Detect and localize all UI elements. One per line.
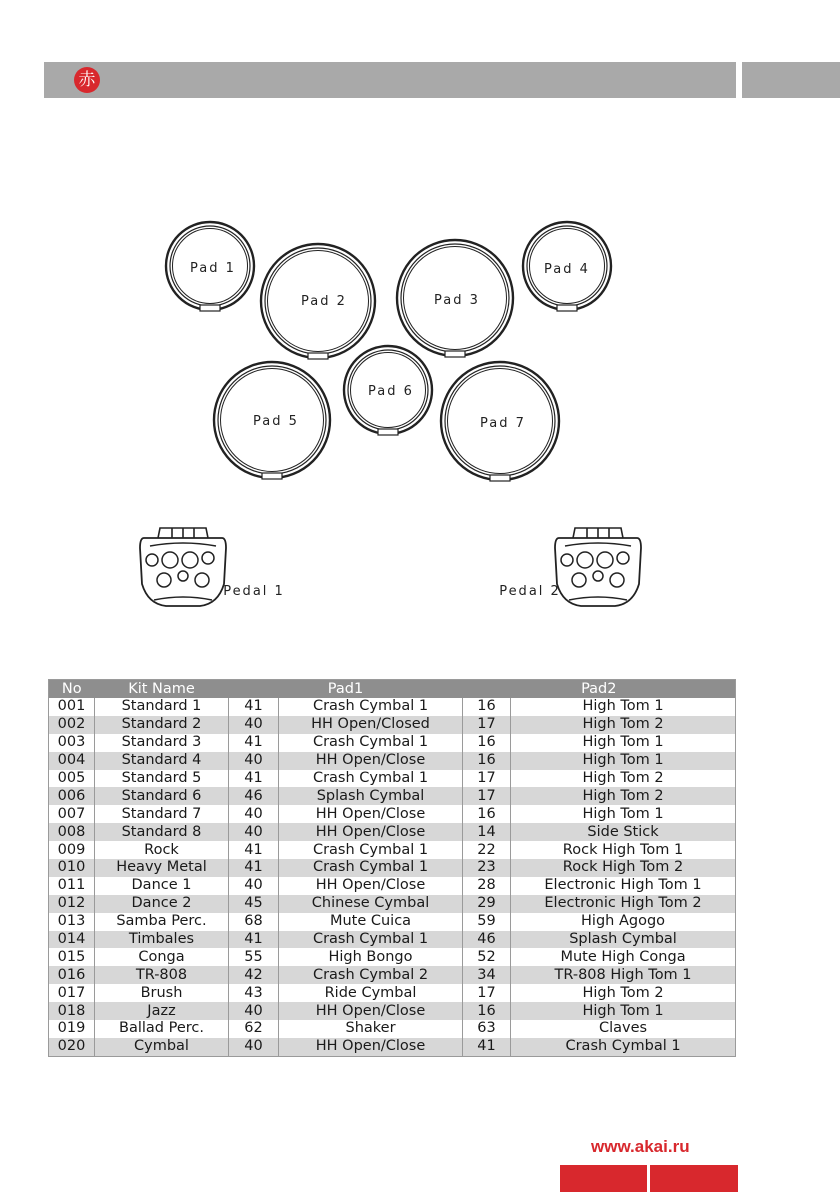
table-row — [49, 984, 736, 1002]
pad2-note: 22 — [463, 841, 511, 859]
pad1-note: 45 — [229, 895, 279, 913]
pad2-sound: Mute High Conga — [511, 948, 736, 966]
pad2-note: 16 — [463, 698, 511, 716]
pad2-sound: Crash Cymbal 1 — [511, 1038, 736, 1056]
kit-name: Rock — [95, 841, 229, 859]
pad1-sound: Crash Cymbal 1 — [279, 841, 463, 859]
pad1-sound: HH Open/Close — [279, 877, 463, 895]
drum-kit-table — [48, 679, 736, 1057]
pad1-note: 68 — [229, 913, 279, 931]
header-no: No — [49, 680, 95, 699]
pad1-sound: HH Open/Closed — [279, 716, 463, 734]
kit-number: 019 — [57, 1020, 86, 1037]
header-pad2: Pad2 — [463, 680, 736, 699]
pad2-note: 46 — [463, 931, 511, 949]
kit-number: 010 — [49, 859, 95, 877]
pad1-sound: Crash Cymbal 1 — [279, 770, 463, 788]
pad1-note: 40 — [229, 752, 279, 770]
pad1-note: 41 — [229, 698, 279, 716]
pad1-note: 40 — [229, 1038, 279, 1056]
pad1-sound: HH Open/Close — [279, 805, 463, 823]
pad2-note: 29 — [463, 895, 511, 913]
pad1-note: 41 — [229, 859, 279, 877]
kit-number: 014 — [49, 931, 95, 949]
pad1-sound: HH Open/Close — [279, 1002, 463, 1020]
pad2-sound: Electronic High Tom 2 — [511, 895, 736, 913]
table-row — [49, 787, 736, 805]
kit-number: 002 — [49, 716, 95, 734]
table-row — [49, 1002, 736, 1020]
table-row — [49, 1020, 736, 1038]
table-row — [49, 966, 736, 984]
table-row — [49, 931, 736, 949]
table-row — [49, 805, 736, 823]
pad1-note: 42 — [229, 966, 279, 984]
drum-pad-3 — [397, 240, 513, 357]
kit-number: 020 — [49, 1038, 95, 1056]
pad-label: Pad 5 — [253, 414, 299, 429]
pad2-note: 17 — [463, 984, 511, 1002]
kit-name: Samba Perc. — [95, 913, 229, 931]
kit-name: Standard 3 — [95, 734, 229, 752]
pad2-sound: High Agogo — [511, 913, 736, 931]
drum-pad-5 — [214, 362, 330, 479]
pad1-sound: Chinese Cymbal — [279, 895, 463, 913]
akai-logo-icon: 赤 — [74, 67, 100, 93]
pad2-sound: High Tom 2 — [511, 716, 736, 734]
header-kit-name: Kit Name — [95, 680, 229, 699]
pad2-sound: TR-808 High Tom 1 — [511, 966, 736, 984]
pad2-note: 17 — [463, 716, 511, 734]
pad-label: Pad 1 — [190, 261, 236, 276]
kit-name: Standard 8 — [95, 823, 229, 841]
pad1-note: 40 — [229, 877, 279, 895]
pad-label: Pad 4 — [544, 262, 590, 277]
pad2-sound: Electronic High Tom 1 — [511, 877, 736, 895]
table-row — [49, 859, 736, 877]
pad1-note: 40 — [229, 716, 279, 734]
pad2-note: 17 — [463, 787, 511, 805]
pad1-note: 40 — [229, 823, 279, 841]
pad1-sound: Splash Cymbal — [279, 787, 463, 805]
kit-number: 018 — [49, 1002, 95, 1020]
kit-number: 009 — [57, 841, 86, 858]
pad2-note: 59 — [463, 913, 511, 931]
footer-red-bar-right — [650, 1165, 738, 1192]
pad1-sound: Shaker — [279, 1020, 463, 1038]
pad1-sound: Crash Cymbal 1 — [279, 698, 463, 716]
kit-name: TR-808 — [95, 966, 229, 984]
pad2-sound: High Tom 1 — [511, 1002, 736, 1020]
pad1-sound: Crash Cymbal 1 — [279, 734, 463, 752]
pad1-sound: Crash Cymbal 1 — [279, 859, 463, 877]
kit-name: Standard 6 — [95, 787, 229, 805]
drum-pad-1 — [166, 222, 254, 311]
pedal-label: Pedal 2 — [499, 584, 561, 599]
kit-number: 017 — [57, 984, 86, 1001]
pad2-note: 41 — [463, 1038, 511, 1056]
drum-kit-diagram — [0, 190, 840, 620]
pad2-note: 16 — [463, 1002, 511, 1020]
kit-name: Conga — [95, 948, 229, 966]
kit-name: Heavy Metal — [95, 859, 229, 877]
drum-pad-2 — [261, 244, 375, 359]
pad2-sound: High Tom 1 — [511, 734, 736, 752]
pad1-note: 41 — [229, 931, 279, 949]
pad2-note: 14 — [463, 823, 511, 841]
table-row — [49, 1038, 736, 1056]
kit-name: Cymbal — [95, 1038, 229, 1056]
table-row — [49, 895, 736, 913]
pad2-sound: Side Stick — [511, 823, 736, 841]
pad2-note: 17 — [463, 770, 511, 788]
pad1-sound: High Bongo — [279, 948, 463, 966]
pad1-sound: Crash Cymbal 1 — [279, 931, 463, 949]
pad2-note: 23 — [463, 859, 511, 877]
kit-number: 016 — [49, 966, 95, 984]
kit-number: 007 — [57, 805, 86, 822]
table-row — [49, 734, 736, 752]
pad1-note: 62 — [229, 1020, 279, 1038]
pad1-note: 41 — [229, 770, 279, 788]
kit-number: 003 — [57, 734, 86, 751]
table-row — [49, 841, 736, 859]
pedal-2 — [499, 528, 641, 606]
kit-name: Jazz — [95, 1002, 229, 1020]
kit-name: Ballad Perc. — [95, 1020, 229, 1038]
pad2-sound: High Tom 1 — [511, 805, 736, 823]
table-row — [49, 913, 736, 931]
pad1-sound: Crash Cymbal 2 — [279, 966, 463, 984]
pedal-1 — [140, 528, 285, 606]
pad2-sound: High Tom 1 — [511, 698, 736, 716]
pad1-note: 41 — [229, 841, 279, 859]
table-row — [49, 823, 736, 841]
header-bar — [44, 62, 736, 98]
table-header — [49, 680, 736, 699]
pad1-sound: Mute Cuica — [279, 913, 463, 931]
table-row — [49, 752, 736, 770]
kit-number: 012 — [49, 895, 95, 913]
drum-pad-4 — [523, 222, 611, 311]
pad-label: Pad 6 — [368, 384, 414, 399]
kit-number: 006 — [49, 787, 95, 805]
pad1-note: 40 — [229, 1002, 279, 1020]
pad-label: Pad 3 — [434, 293, 480, 308]
footer-red-bar-left — [560, 1165, 647, 1192]
pad2-note: 16 — [463, 805, 511, 823]
kit-name: Standard 2 — [95, 716, 229, 734]
drum-pad-7 — [441, 362, 559, 481]
pad2-note: 63 — [463, 1020, 511, 1038]
kit-name: Standard 5 — [95, 770, 229, 788]
pad-label: Pad 7 — [480, 416, 526, 431]
pad2-note: 16 — [463, 734, 511, 752]
kit-name: Standard 7 — [95, 805, 229, 823]
table-row — [49, 698, 736, 716]
kit-number: 015 — [57, 948, 86, 965]
kit-number: 005 — [57, 770, 86, 786]
kit-number: 001 — [57, 698, 86, 715]
kit-name: Standard 1 — [95, 698, 229, 716]
pad2-sound: Claves — [511, 1020, 736, 1038]
pedal-label: Pedal 1 — [223, 584, 285, 599]
kit-name: Dance 2 — [95, 895, 229, 913]
pad1-sound: HH Open/Close — [279, 823, 463, 841]
kit-number: 004 — [49, 752, 95, 770]
kit-name: Brush — [95, 984, 229, 1002]
kit-name: Timbales — [95, 931, 229, 949]
kit-number: 008 — [49, 823, 95, 841]
kit-name: Standard 4 — [95, 752, 229, 770]
pad2-sound: Splash Cymbal — [511, 931, 736, 949]
table-row — [49, 770, 736, 788]
kit-name: Dance 1 — [95, 877, 229, 895]
pad2-sound: High Tom 2 — [511, 770, 736, 788]
pad2-note: 28 — [463, 877, 511, 895]
pad1-note: 43 — [229, 984, 279, 1002]
pad-label: Pad 2 — [301, 294, 347, 309]
pad1-note: 41 — [229, 734, 279, 752]
pad2-sound: High Tom 1 — [511, 752, 736, 770]
pad1-note: 40 — [229, 805, 279, 823]
pad1-sound: HH Open/Close — [279, 752, 463, 770]
pad1-sound: HH Open/Close — [279, 1038, 463, 1056]
table-row — [49, 877, 736, 895]
pad2-sound: High Tom 2 — [511, 787, 736, 805]
pad2-note: 34 — [463, 966, 511, 984]
kit-number: 013 — [57, 913, 86, 930]
table-row — [49, 948, 736, 966]
pad2-sound: Rock High Tom 2 — [511, 859, 736, 877]
pad1-note: 55 — [229, 948, 279, 966]
kit-number: 011 — [57, 877, 86, 894]
table-row — [49, 716, 736, 734]
pad2-sound: High Tom 2 — [511, 984, 736, 1002]
pad2-note: 52 — [463, 948, 511, 966]
pad1-note: 46 — [229, 787, 279, 805]
header-pad1: Pad1 — [229, 680, 463, 699]
header-bar-tab — [742, 62, 840, 98]
pad1-sound: Ride Cymbal — [279, 984, 463, 1002]
drum-pad-6 — [344, 346, 432, 435]
pad2-note: 16 — [463, 752, 511, 770]
pad2-sound: Rock High Tom 1 — [511, 841, 736, 859]
website-link[interactable]: www.akai.ru — [591, 1137, 690, 1156]
